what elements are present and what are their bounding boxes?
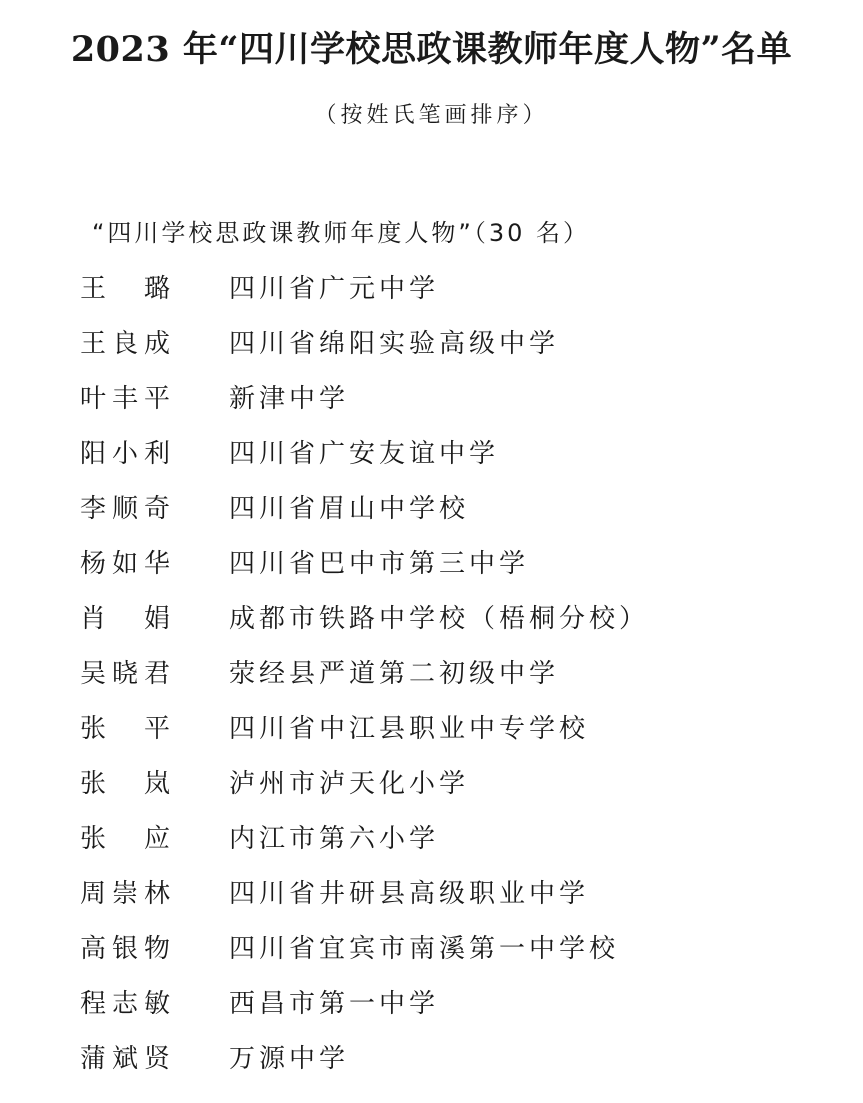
list-item xyxy=(0,431,863,486)
entry-school: 新津中学 xyxy=(229,384,350,414)
list-item xyxy=(0,486,863,541)
entry-name: 王 璐 xyxy=(80,274,170,304)
entry-name: 王良成 xyxy=(80,329,170,359)
list-item xyxy=(0,266,863,321)
entry-name: 叶丰平 xyxy=(80,384,170,414)
entry-school: 西昌市第一中学 xyxy=(229,989,440,1019)
entry-list xyxy=(0,266,863,1091)
list-item xyxy=(0,651,863,706)
entry-name: 高银物 xyxy=(80,934,170,964)
entry-school: 四川省广元中学 xyxy=(229,274,440,304)
list-item xyxy=(0,596,863,651)
entry-name: 周崇林 xyxy=(80,879,170,909)
list-item xyxy=(0,761,863,816)
document-subtitle: （按姓氏笔画排序） xyxy=(314,103,549,128)
entry-name: 张 岚 xyxy=(80,769,170,799)
entry-school: 四川省广安友谊中学 xyxy=(229,439,500,469)
entry-name: 张 应 xyxy=(80,824,170,854)
list-item xyxy=(0,871,863,926)
list-item xyxy=(0,816,863,871)
list-item xyxy=(0,1036,863,1091)
entry-school: 泸州市泸天化小学 xyxy=(229,769,470,799)
section-heading: “四川学校思政课教师年度人物”（30 名） xyxy=(92,219,591,247)
entry-school: 成都市铁路中学校（梧桐分校） xyxy=(229,604,650,634)
list-item xyxy=(0,981,863,1036)
entry-school: 万源中学 xyxy=(229,1044,350,1074)
entry-name: 杨如华 xyxy=(80,549,170,579)
entry-school: 荥经县严道第二初级中学 xyxy=(229,659,560,689)
entry-name: 蒲斌贤 xyxy=(80,1044,170,1074)
entry-name: 张 平 xyxy=(80,714,170,744)
document-title: 2023 年“四川学校思政课教师年度人物”名单 xyxy=(70,29,793,70)
list-item xyxy=(0,706,863,761)
list-item xyxy=(0,321,863,376)
entry-name: 肖 娟 xyxy=(80,604,170,634)
entry-name: 吴晓君 xyxy=(80,659,170,689)
entry-school: 四川省巴中市第三中学 xyxy=(229,549,530,579)
entry-school: 四川省井研县高级职业中学 xyxy=(229,879,590,909)
entry-name: 李顺奇 xyxy=(80,494,170,524)
entry-school: 四川省宜宾市南溪第一中学校 xyxy=(229,934,620,964)
list-item xyxy=(0,541,863,596)
entry-name: 程志敏 xyxy=(80,989,170,1019)
entry-name: 阳小利 xyxy=(80,439,170,469)
entry-school: 四川省中江县职业中专学校 xyxy=(229,714,590,744)
entry-school: 内江市第六小学 xyxy=(229,824,440,854)
entry-school: 四川省眉山中学校 xyxy=(229,494,470,524)
list-item xyxy=(0,926,863,981)
entry-school: 四川省绵阳实验高级中学 xyxy=(229,329,560,359)
list-item xyxy=(0,376,863,431)
